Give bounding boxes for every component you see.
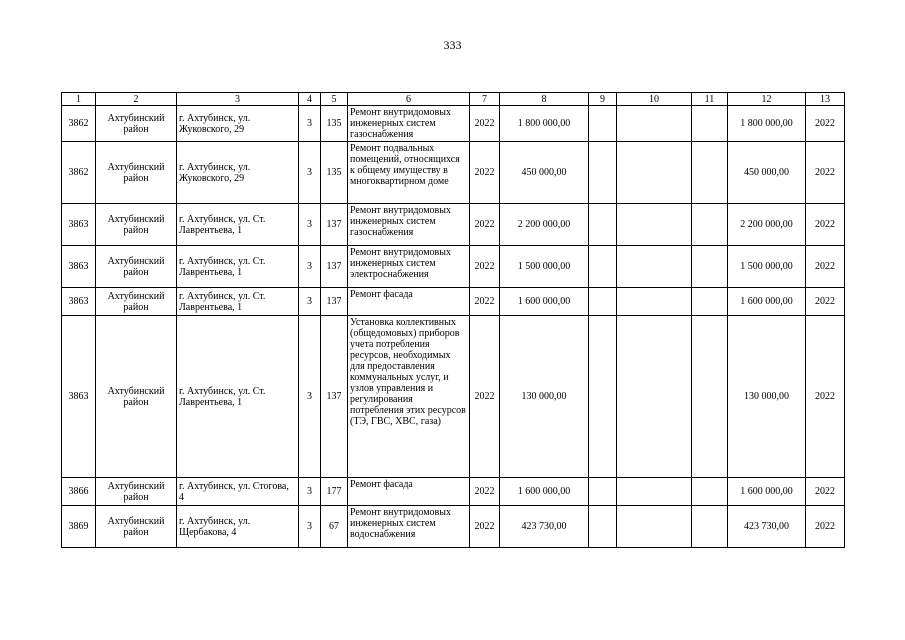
empty-cell [692,142,728,204]
code-cell: 3 [299,142,321,204]
empty-cell [589,506,617,548]
empty-cell [589,478,617,506]
year-cell: 2022 [470,246,500,288]
address-cell: г. Ахтубинск, ул. Ст. Лаврентьева, 1 [177,204,299,246]
fund-cost-cell: 1 600 000,00 [728,288,806,316]
total-cost-cell: 1 800 000,00 [500,106,589,142]
code-cell: 3 [299,246,321,288]
completion-year-cell: 2022 [806,478,845,506]
code-cell: 3 [299,478,321,506]
year-cell: 2022 [470,106,500,142]
empty-cell [589,204,617,246]
district-cell: Ахтубинский район [96,506,177,548]
empty-cell [617,478,692,506]
house-number-cell: 137 [321,316,348,478]
work-type-cell: Ремонт фасада [348,288,470,316]
column-number-row [62,93,845,106]
district-cell: Ахтубинский район [96,316,177,478]
address-cell: г. Ахтубинск, ул. Стогова, 4 [177,478,299,506]
work-type-cell: Ремонт внутридомовых инженерных систем водоснабжения [348,506,470,548]
column-header: 7 [470,93,500,106]
house-number-cell: 135 [321,142,348,204]
row-id-cell: 3863 [62,246,96,288]
empty-cell [617,246,692,288]
row-id-cell: 3866 [62,478,96,506]
address-cell: г. Ахтубинск, ул. Щербакова, 4 [177,506,299,548]
house-number-cell: 137 [321,288,348,316]
address-cell: г. Ахтубинск, ул. Ст. Лаврентьева, 1 [177,316,299,478]
work-type-cell: Ремонт фасада [348,478,470,506]
house-number-cell: 135 [321,106,348,142]
column-header: 8 [500,93,589,106]
address-cell: г. Ахтубинск, ул. Жуковского, 29 [177,106,299,142]
empty-cell [692,506,728,548]
column-header: 13 [806,93,845,106]
completion-year-cell: 2022 [806,204,845,246]
empty-cell [617,288,692,316]
address-cell: г. Ахтубинск, ул. Ст. Лаврентьева, 1 [177,246,299,288]
year-cell: 2022 [470,288,500,316]
row-id-cell: 3863 [62,204,96,246]
address-cell: г. Ахтубинск, ул. Ст. Лаврентьева, 1 [177,288,299,316]
district-cell: Ахтубинский район [96,478,177,506]
house-number-cell: 137 [321,246,348,288]
empty-cell [589,288,617,316]
column-header: 6 [348,93,470,106]
completion-year-cell: 2022 [806,106,845,142]
fund-cost-cell: 130 000,00 [728,316,806,478]
total-cost-cell: 450 000,00 [500,142,589,204]
completion-year-cell: 2022 [806,316,845,478]
repair-registry-table [61,92,845,548]
column-header: 9 [589,93,617,106]
work-type-cell: Ремонт внутридомовых инженерных систем газоснабжения [348,106,470,142]
row-id-cell: 3863 [62,288,96,316]
completion-year-cell: 2022 [806,142,845,204]
empty-cell [617,204,692,246]
row-id-cell: 3862 [62,106,96,142]
fund-cost-cell: 450 000,00 [728,142,806,204]
total-cost-cell: 2 200 000,00 [500,204,589,246]
code-cell: 3 [299,316,321,478]
code-cell: 3 [299,506,321,548]
work-type-cell: Ремонт внутридомовых инженерных систем электроснабжения [348,246,470,288]
table-row [62,478,845,506]
year-cell: 2022 [470,142,500,204]
empty-cell [692,316,728,478]
total-cost-cell: 423 730,00 [500,506,589,548]
completion-year-cell: 2022 [806,246,845,288]
total-cost-cell: 1 500 000,00 [500,246,589,288]
year-cell: 2022 [470,478,500,506]
empty-cell [589,316,617,478]
district-cell: Ахтубинский район [96,246,177,288]
empty-cell [589,142,617,204]
district-cell: Ахтубинский район [96,106,177,142]
empty-cell [692,106,728,142]
column-header: 3 [177,93,299,106]
table-row [62,142,845,204]
house-number-cell: 67 [321,506,348,548]
total-cost-cell: 1 600 000,00 [500,478,589,506]
table-row [62,288,845,316]
empty-cell [692,204,728,246]
house-number-cell: 137 [321,204,348,246]
completion-year-cell: 2022 [806,506,845,548]
work-type-cell: Ремонт внутридомовых инженерных систем газоснабжения [348,204,470,246]
row-id-cell: 3862 [62,142,96,204]
code-cell: 3 [299,106,321,142]
fund-cost-cell: 1 500 000,00 [728,246,806,288]
column-header: 2 [96,93,177,106]
empty-cell [617,316,692,478]
empty-cell [692,246,728,288]
column-header: 1 [62,93,96,106]
empty-cell [692,288,728,316]
district-cell: Ахтубинский район [96,204,177,246]
table-row [62,316,845,478]
row-id-cell: 3863 [62,316,96,478]
empty-cell [617,106,692,142]
district-cell: Ахтубинский район [96,288,177,316]
year-cell: 2022 [470,204,500,246]
empty-cell [589,246,617,288]
empty-cell [617,506,692,548]
code-cell: 3 [299,288,321,316]
completion-year-cell: 2022 [806,288,845,316]
work-type-cell: Ремонт подвальных помещений, относящихся к общему имуществу в многоквартирном доме [348,142,470,204]
column-header: 11 [692,93,728,106]
column-header: 4 [299,93,321,106]
fund-cost-cell: 423 730,00 [728,506,806,548]
year-cell: 2022 [470,316,500,478]
table-row [62,506,845,548]
fund-cost-cell: 1 600 000,00 [728,478,806,506]
code-cell: 3 [299,204,321,246]
table-row [62,204,845,246]
total-cost-cell: 1 600 000,00 [500,288,589,316]
total-cost-cell: 130 000,00 [500,316,589,478]
fund-cost-cell: 1 800 000,00 [728,106,806,142]
table-row [62,246,845,288]
table-row [62,106,845,142]
row-id-cell: 3869 [62,506,96,548]
empty-cell [589,106,617,142]
empty-cell [617,142,692,204]
house-number-cell: 177 [321,478,348,506]
fund-cost-cell: 2 200 000,00 [728,204,806,246]
column-header: 5 [321,93,348,106]
empty-cell [692,478,728,506]
year-cell: 2022 [470,506,500,548]
district-cell: Ахтубинский район [96,142,177,204]
address-cell: г. Ахтубинск, ул. Жуковского, 29 [177,142,299,204]
column-header: 10 [617,93,692,106]
column-header: 12 [728,93,806,106]
page-number: 333 [443,38,462,52]
work-type-cell: Установка коллективных (общедомовых) приборов учета потребления ресурсов, необходимых для предоставления коммунальных услуг, и узлов управления и регулирования потребления этих ресурсов (ТЭ, ГВС, ХВС, газа) [348,316,470,478]
